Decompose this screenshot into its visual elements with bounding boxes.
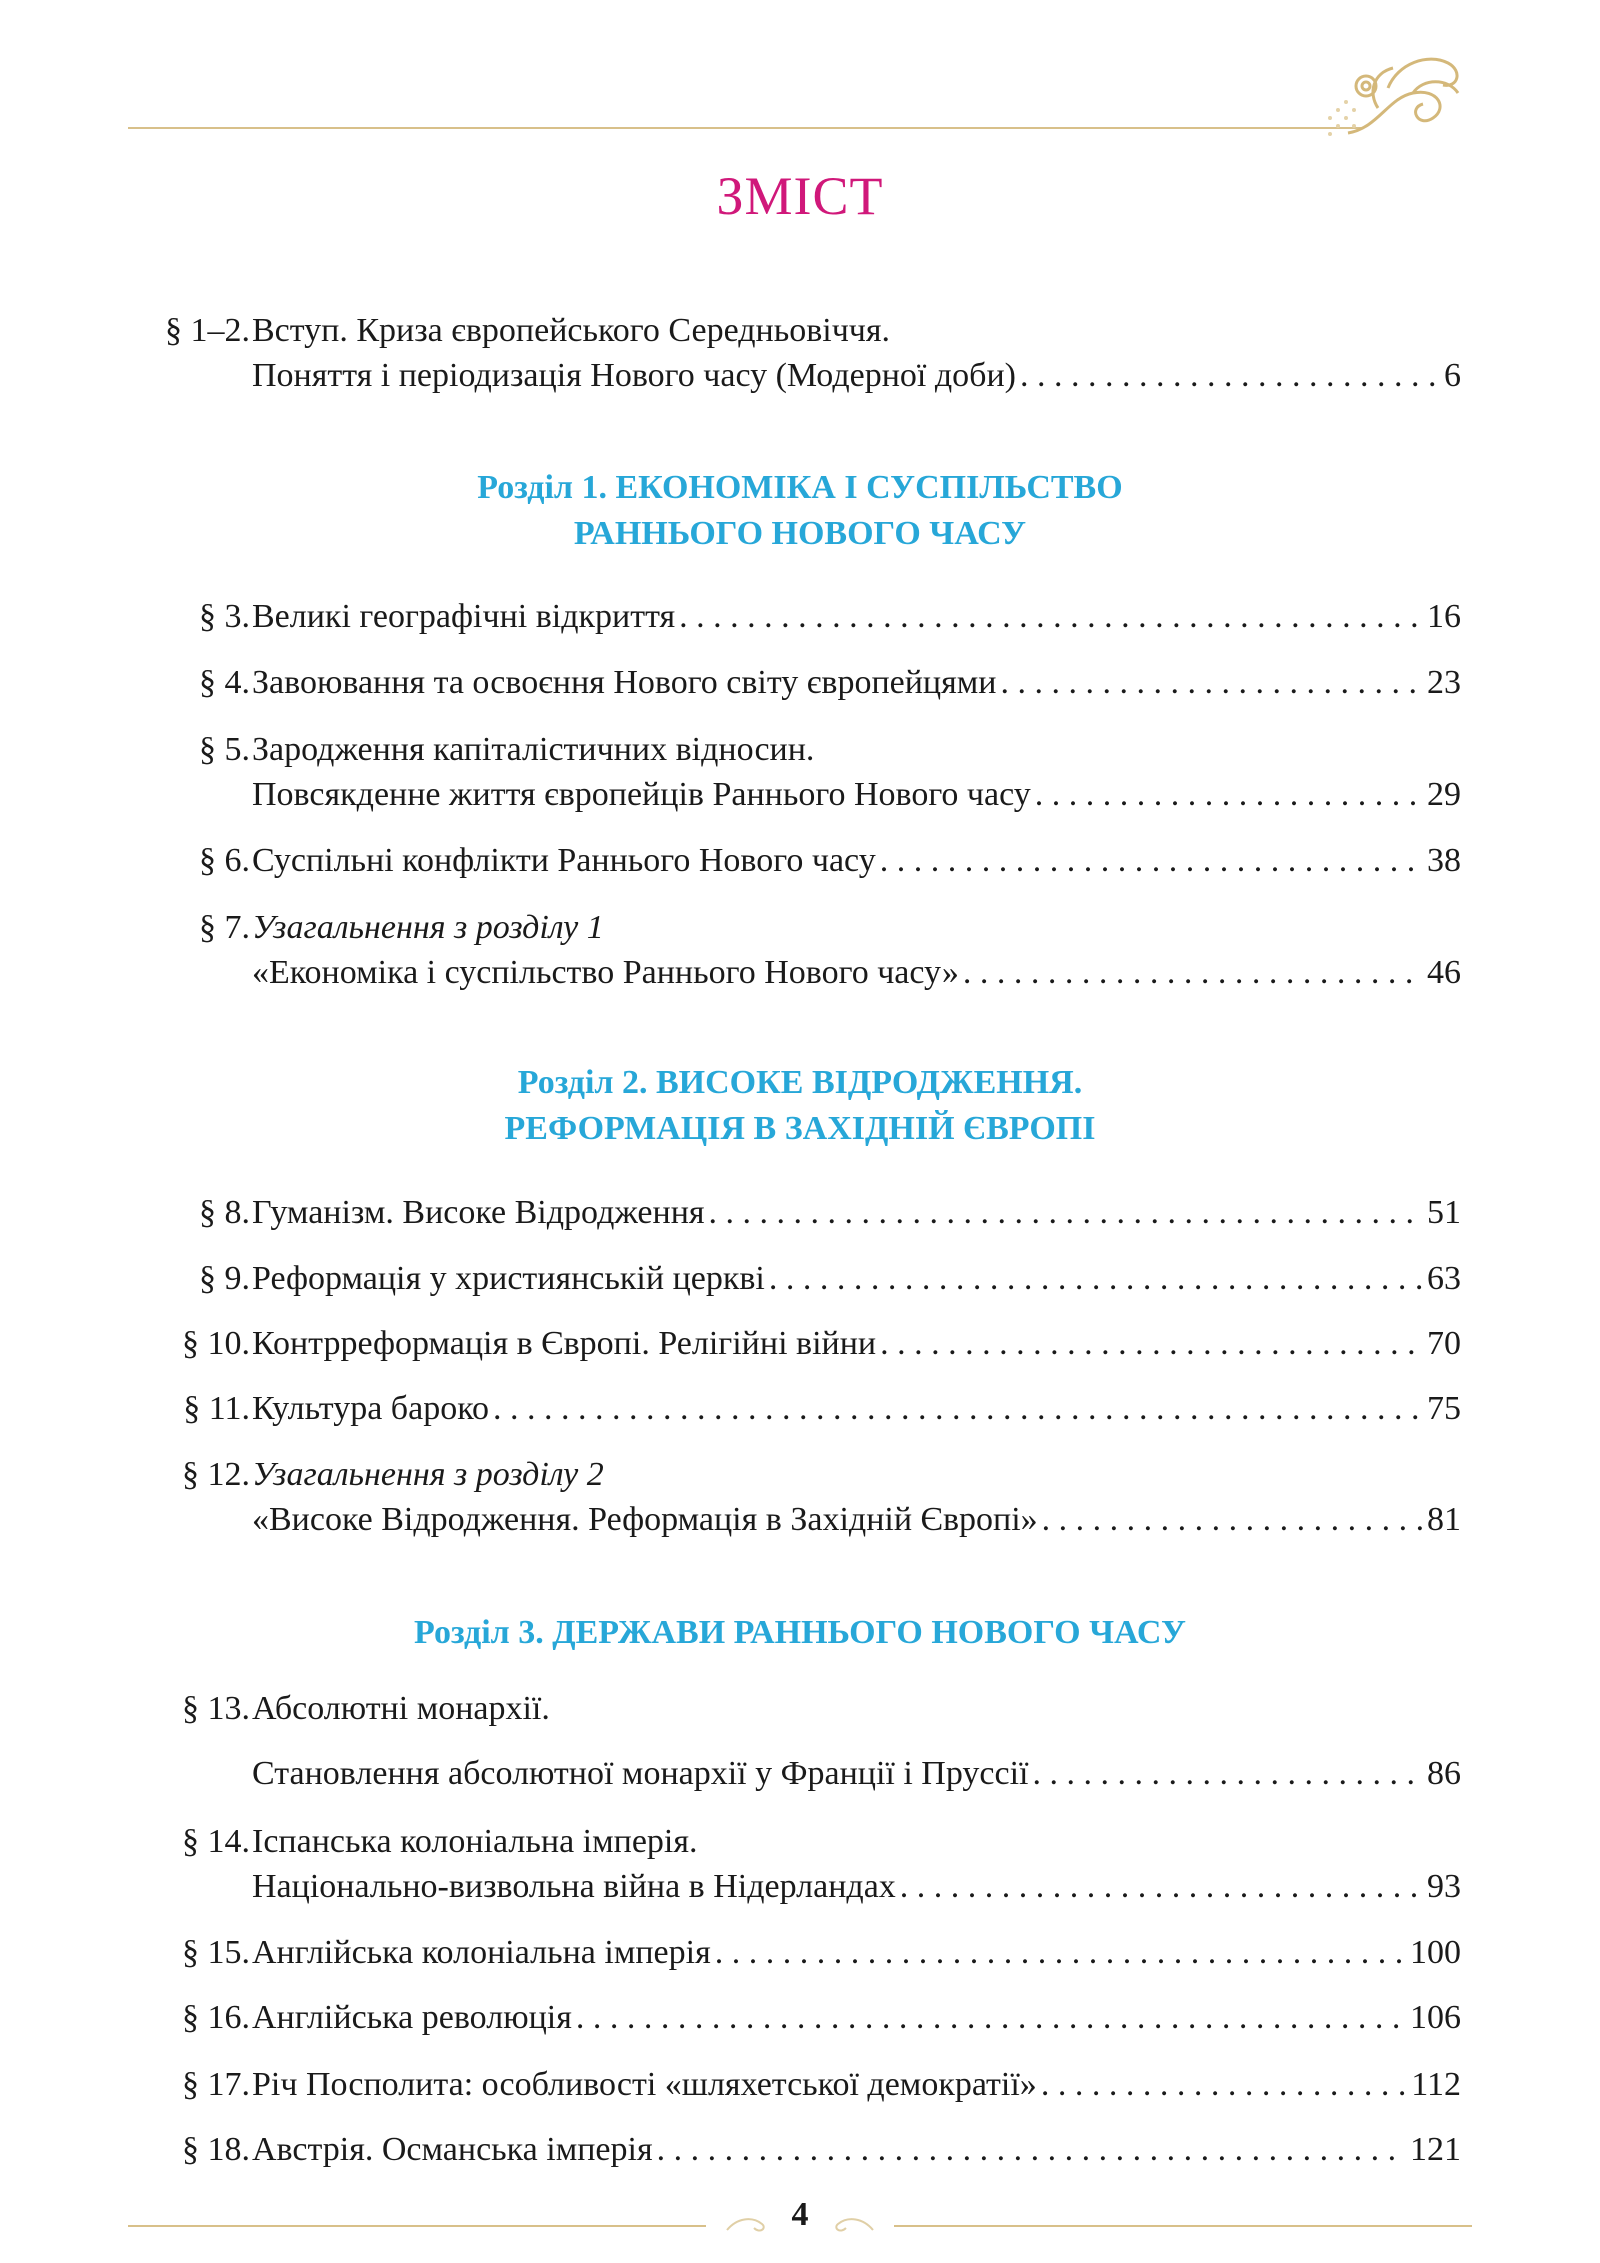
entry-title: Великі географічні відкриття — [252, 598, 676, 635]
entry-title: Англійська колоніальна імперія — [252, 1934, 711, 1971]
dot-leader — [1035, 772, 1423, 817]
entry-title-cont: «Економіка і суспільство Раннього Нового часу» — [252, 954, 959, 991]
entry-page: 70 — [1427, 1325, 1461, 1362]
entry-page: 112 — [1411, 2066, 1461, 2103]
entry-title: Австрія. Османська імперія — [252, 2131, 653, 2168]
entry-page: 23 — [1427, 664, 1461, 701]
entry-title: Річ Посполита: особливості «шляхетської демократії» — [252, 2066, 1037, 2103]
entry-page: 16 — [1427, 598, 1461, 635]
entry-title: Вступ. Криза європейського Середньовіччя. — [252, 312, 891, 349]
dot-leader — [715, 1930, 1406, 1975]
dot-leader — [1033, 1751, 1424, 1796]
entry-title: Реформація у християнській церкві — [252, 1260, 765, 1297]
dot-leader — [709, 1190, 1423, 1235]
entry-title: Контрреформація в Європі. Релігійні війни — [252, 1325, 877, 1362]
dot-leader — [1041, 2062, 1407, 2107]
entry-page: 6 — [1444, 357, 1461, 394]
entry-title: Суспільні конфлікти Раннього Нового часу — [252, 842, 876, 879]
entry-number: § 12. — [182, 1456, 250, 1493]
entry-page: 81 — [1427, 1501, 1461, 1538]
dot-leader — [493, 1386, 1423, 1431]
entry-number: § 9. — [199, 1260, 250, 1297]
entry-page: 100 — [1410, 1934, 1461, 1971]
entry-number: § 16. — [182, 1999, 250, 2036]
section-heading-3: Розділ 3. ДЕРЖАВИ РАННЬОГО НОВОГО ЧАСУ — [414, 1614, 1186, 1651]
entry-page: 106 — [1410, 1999, 1461, 2036]
entry-number: § 10. — [182, 1325, 250, 1362]
dot-leader — [1020, 353, 1440, 398]
entry-title-cont: Становлення абсолютної монархії у Франції і Пруссії — [252, 1755, 1029, 1792]
entry-title: Англійська революція — [252, 1999, 572, 2036]
dot-leader — [1042, 1497, 1423, 1542]
entry-title: Культура бароко — [252, 1390, 489, 1427]
entry-number: § 15. — [182, 1934, 250, 1971]
entry-title: Узагальнення з розділу 1 — [252, 909, 604, 946]
section-heading-1: Розділ 1. ЕКОНОМІКА І СУСПІЛЬСТВО РАННЬОГО НОВОГО ЧАСУ — [477, 469, 1123, 552]
entry-page: 86 — [1427, 1755, 1461, 1792]
entry-title-cont: «Високе Відродження. Реформація в Західній Європі» — [252, 1501, 1038, 1538]
entry-page: 46 — [1427, 954, 1461, 991]
dot-leader — [769, 1256, 1423, 1301]
entry-title: Зародження капіталістичних відносин. — [252, 731, 815, 768]
entry-number: § 8. — [199, 1194, 250, 1231]
entry-number: § 4. — [199, 664, 250, 701]
entry-number: § 14. — [182, 1823, 250, 1860]
entry-number: § 13. — [182, 1690, 250, 1727]
section-heading-2: Розділ 2. ВИСОКЕ ВІДРОДЖЕННЯ. РЕФОРМАЦІЯ В ЗАХІДНІЙ ЄВРОПІ — [504, 1064, 1096, 1147]
entry-page: 121 — [1410, 2131, 1461, 2168]
entry-title-cont: Повсякденне життя європейців Раннього Нового часу — [252, 776, 1031, 813]
entry-page: 38 — [1427, 842, 1461, 879]
entry-page: 51 — [1427, 1194, 1461, 1231]
entry-page: 75 — [1427, 1390, 1461, 1427]
entry-number: § 17. — [182, 2066, 250, 2103]
dot-leader — [880, 1321, 1423, 1366]
entry-title: Абсолютні монархії. — [252, 1690, 550, 1727]
entry-title: Гуманізм. Високе Відродження — [252, 1194, 705, 1231]
entry-page: 29 — [1427, 776, 1461, 813]
page-title: ЗМІСТ — [716, 166, 884, 226]
entry-number: § 7. — [199, 909, 250, 946]
page-number: 4 — [791, 2196, 809, 2233]
entry-page: 93 — [1427, 1868, 1461, 1905]
dot-leader — [1000, 660, 1423, 705]
entry-number: § 18. — [182, 2131, 250, 2168]
entry-number: § 1–2. — [165, 312, 250, 349]
dot-leader — [900, 1864, 1423, 1909]
dot-leader — [880, 838, 1423, 883]
entry-title: Узагальнення з розділу 2 — [252, 1456, 604, 1493]
dot-leader — [576, 1995, 1406, 2040]
entry-title-cont: Поняття і періодизація Нового часу (Модерної доби) — [252, 357, 1016, 394]
entry-title: Іспанська колоніальна імперія. — [252, 1823, 698, 1860]
entry-page: 63 — [1427, 1260, 1461, 1297]
entry-title: Завоювання та освоєння Нового світу європейцями — [252, 664, 997, 701]
entry-number: § 3. — [199, 598, 250, 635]
entry-number: § 5. — [199, 731, 250, 768]
entry-title-cont: Національно-визвольна війна в Нідерландах — [252, 1868, 896, 1905]
entry-number: § 11. — [183, 1390, 250, 1427]
dot-leader — [963, 950, 1423, 995]
entry-number: § 6. — [199, 842, 250, 879]
dot-leader — [657, 2127, 1406, 2172]
dot-leader — [679, 594, 1423, 639]
